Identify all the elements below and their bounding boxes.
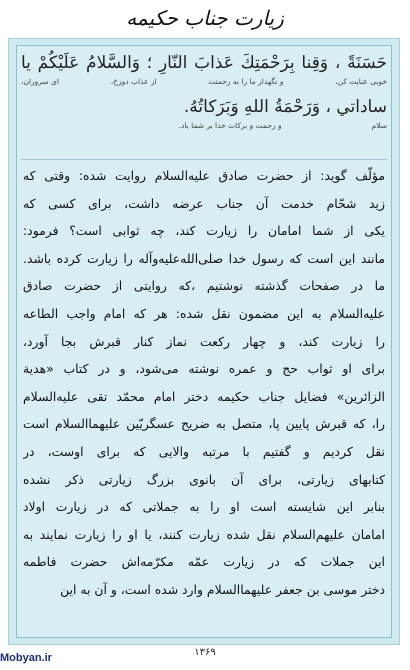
site-watermark[interactable]: Mobyan.ir [0, 652, 52, 664]
body-line: این جملات که در زیارت عمّه مکرّمه‌اش حضرت فاطمه [23, 554, 385, 570]
content-frame-inner [16, 45, 392, 638]
body-line: مؤلّف گوید: از حضرت صادق عليه‌السلام روایت شده: وقتی که [23, 168, 385, 183]
body-line: را زیارت کند، و چهار رکعت نماز کنار قبرش بجا آورد، [23, 333, 385, 349]
translation-segment: و نگهدار ما را به رحمتت [208, 77, 284, 86]
translation-segment: ای سروران، [21, 77, 60, 86]
arabic-prayer-block [21, 50, 387, 132]
body-line: را، که قبرش پایین پا، متصل به ضریح عسگریّین عليهما‌السلام است [23, 416, 385, 432]
arabic-line: ساداتي ، وَرَحْمَةُ اللهِ وَبَرَكاتُهُ. [183, 97, 387, 117]
body-line: برای او ثواب حج و عمره نوشته می‌شود، و در کتاب «هدیة [23, 361, 385, 377]
page-number: ۱۳۶۹ [194, 647, 216, 658]
translation-line [21, 76, 387, 88]
page-header [0, 0, 410, 36]
translation-segment: و رحمت و برکات خدا بر شما باد. [178, 121, 282, 130]
body-line: ما در صفحات گذشته نوشتیم ،که روایتی از حضرت صادق [23, 278, 385, 294]
body-line: مانند این است که رسول خدا صلى‌الله‌عليه‌وآله را زیارت کرده باشد. [23, 250, 385, 266]
body-line: زید شحّام خدمت آن جناب عرضه داشت، برای کسی که [23, 195, 385, 211]
body-text [23, 162, 385, 604]
body-line: الزائرین» فضایل جناب حکیمه دختر امام محمّد تقی عليه‌السلام [23, 388, 385, 404]
arabic-line: حَسَنَةً ، وَقِنا بِرَحْمَتِكَ عَذابَ النّارِ ؛ وَالسَّلامُ عَلَيْكُمْ يا [21, 53, 387, 73]
page-title: زیارت جناب حکیمه [126, 6, 284, 30]
body-line: دختر موسی بن جعفر عليهما‌السلام وارد شده است، و آن به این [60, 581, 385, 597]
section-divider [21, 159, 387, 160]
translation-segment: سلام [371, 121, 387, 130]
body-line: نقل کردیم و گفتیم با مرتبه والایی که برای اوست، در [23, 443, 385, 459]
body-line: یکی از شما امامان را زیارت کند، چه ثوابی است؟ فرمود: [23, 223, 385, 239]
body-line: کتابهای زیارتی، برای آن بانوی بزرگ زیارتی ذکر نشده [23, 471, 385, 487]
translation-segment: خوبی عنایت کن، [335, 77, 387, 86]
translation-line [21, 120, 387, 132]
body-line: عليه‌السلام به این مضمون نقل شده: هر که امام واجب الطاعه [23, 305, 385, 321]
translation-segment: از عذاب دوزخ، [110, 77, 157, 86]
content-frame [8, 38, 400, 645]
body-line: بنابر این شایسته است او را به جملاتی که در زیارت اولاد [23, 499, 385, 515]
body-line: امامان عليهم‌السلام نقل شده زیارت کنند، یا او را زیارت نمایند به [23, 526, 385, 542]
